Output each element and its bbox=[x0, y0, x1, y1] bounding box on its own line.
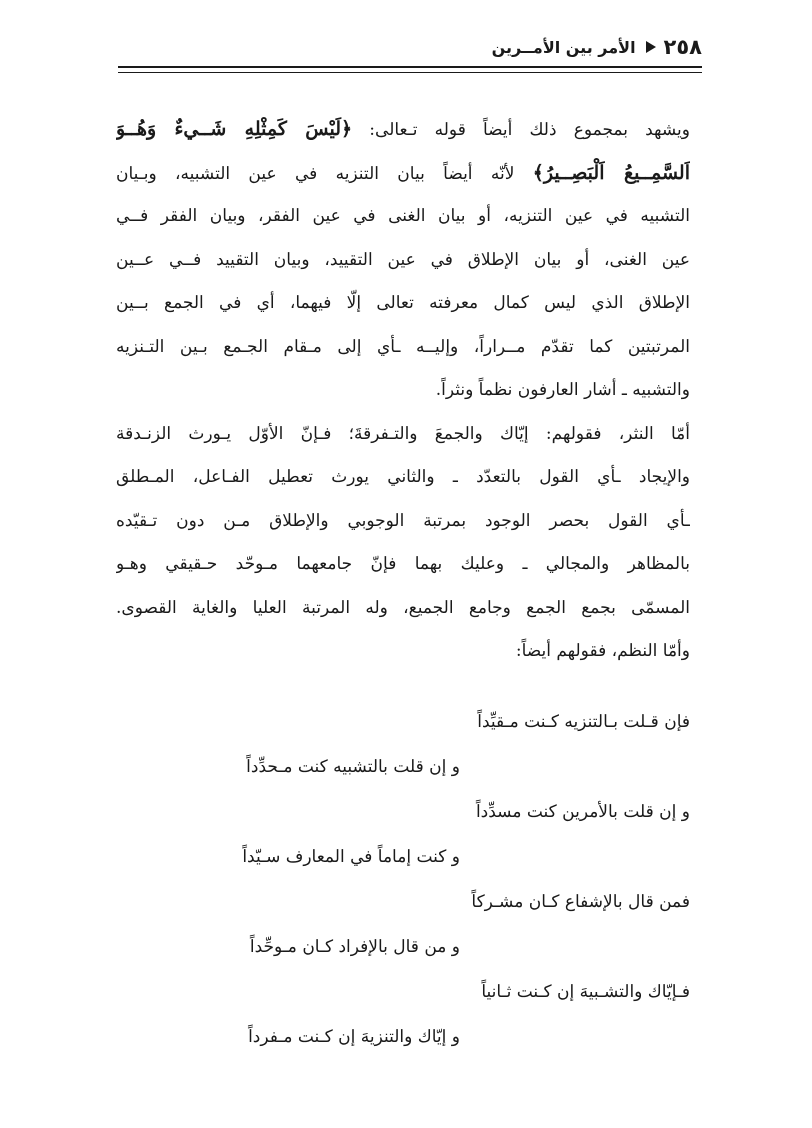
triangle-arrow-icon bbox=[646, 41, 656, 53]
main-text bbox=[116, 108, 690, 674]
text-span: ويشهد بمجموع ذلك أيضاً قوله تـعالى: bbox=[352, 120, 690, 140]
paragraph-1-line-7: والتشبيه ـ أشار العارفون نظماً ونثراً. bbox=[435, 380, 690, 400]
text-span: لأنّه أيضاً بيان التنزيه في عين التشبيه، وبـيان bbox=[116, 163, 533, 184]
quran-verse: اَلسَّمِــيعُ اَلْبَصِــيرُ﴾ bbox=[532, 161, 690, 184]
paragraph-2-line-1: أمّا النثر، فقولهم: إيّاك والجمعَ والتـفرقةَ؛ فـإنّ الأوّل يـورث الزنـدقة bbox=[116, 423, 690, 444]
verse-6: و من قال بالإفراد كـان مـوحِّداً bbox=[249, 937, 460, 957]
verse-4: و كنت إماماً في المعارف سـيّداً bbox=[242, 847, 460, 867]
verse-8: و إيّاك والتنزيهَ إن كـنت مـفرداً bbox=[248, 1027, 460, 1047]
verse-5: فمن قال بالإشفاع كـان مشـركاً bbox=[471, 892, 690, 912]
paragraph-1-line-5: الإطلاق الذي ليس كمال معرفته تعالى إلّا فيهما، أي في الجمع بــين bbox=[116, 293, 690, 313]
paragraph-1-line-4: عين الغنى، أو بيان الإطلاق في عين التقييد، وبيان التقييد فــي عــين bbox=[116, 249, 690, 270]
paragraph-2-line-3: ـأي القول بحصر الوجود بمرتبة الوجوبي والإطلاق مـن دون تـقيّده bbox=[116, 510, 690, 531]
verse-2: و إن قلت بالتشبيه كنت مـحدِّداً bbox=[246, 757, 460, 777]
paragraph-1-line-3: التشبيه في عين التنزيه، أو بيان الغنى في عين الفقر، وبيان الفقر فــي bbox=[116, 206, 690, 226]
verse-7: فـإيّاك والتشـبيهَ إن كـنت ثـانياً bbox=[481, 982, 690, 1002]
paragraph-1-line-1 bbox=[116, 108, 690, 152]
paragraph-3-line-1: وأمّا النظم، فقولهم أيضاً: bbox=[515, 641, 690, 661]
paragraph-1-line-2 bbox=[116, 152, 690, 196]
header-rule-thin bbox=[118, 72, 702, 73]
header-rule-thick bbox=[118, 66, 702, 68]
running-title: الأمر بين الأمــرين bbox=[491, 37, 636, 57]
paragraph-1-line-6: المرتبتين كما تقدّم مــراراً، وإليــه ـأي إلى مـقام الجـمع بـين التـنزيه bbox=[116, 336, 690, 357]
paragraph-2-line-5: المسمّى بجمع الجمع وجامع الجميع، وله المرتبة العليا والغاية القصوى. bbox=[116, 597, 690, 618]
poem bbox=[116, 700, 690, 1060]
paragraph-2-line-4: بالمظاهر والمجالي ـ وعليك بهما فإنّ جامعهما مـوحّد حـقيقي وهـو bbox=[116, 554, 690, 574]
page-number: ٢٥٨ bbox=[663, 35, 702, 59]
verse-3: و إن قلت بالأمرين كنت مسدِّداً bbox=[475, 802, 690, 822]
verse-1: فإن قـلت بـالتنزيه كـنت مـقيِّداً bbox=[477, 712, 690, 732]
running-header bbox=[118, 30, 702, 64]
paragraph-2-line-2: والإيجاد ـأي القول بالتعدّد ـ والثاني يورث تعطيل الفـاعل، المـطلق bbox=[116, 467, 690, 487]
quran-verse: ﴿لَيْسَ كَمِثْلِهِ شَــيءٌ وَهُــوَ bbox=[116, 118, 353, 140]
